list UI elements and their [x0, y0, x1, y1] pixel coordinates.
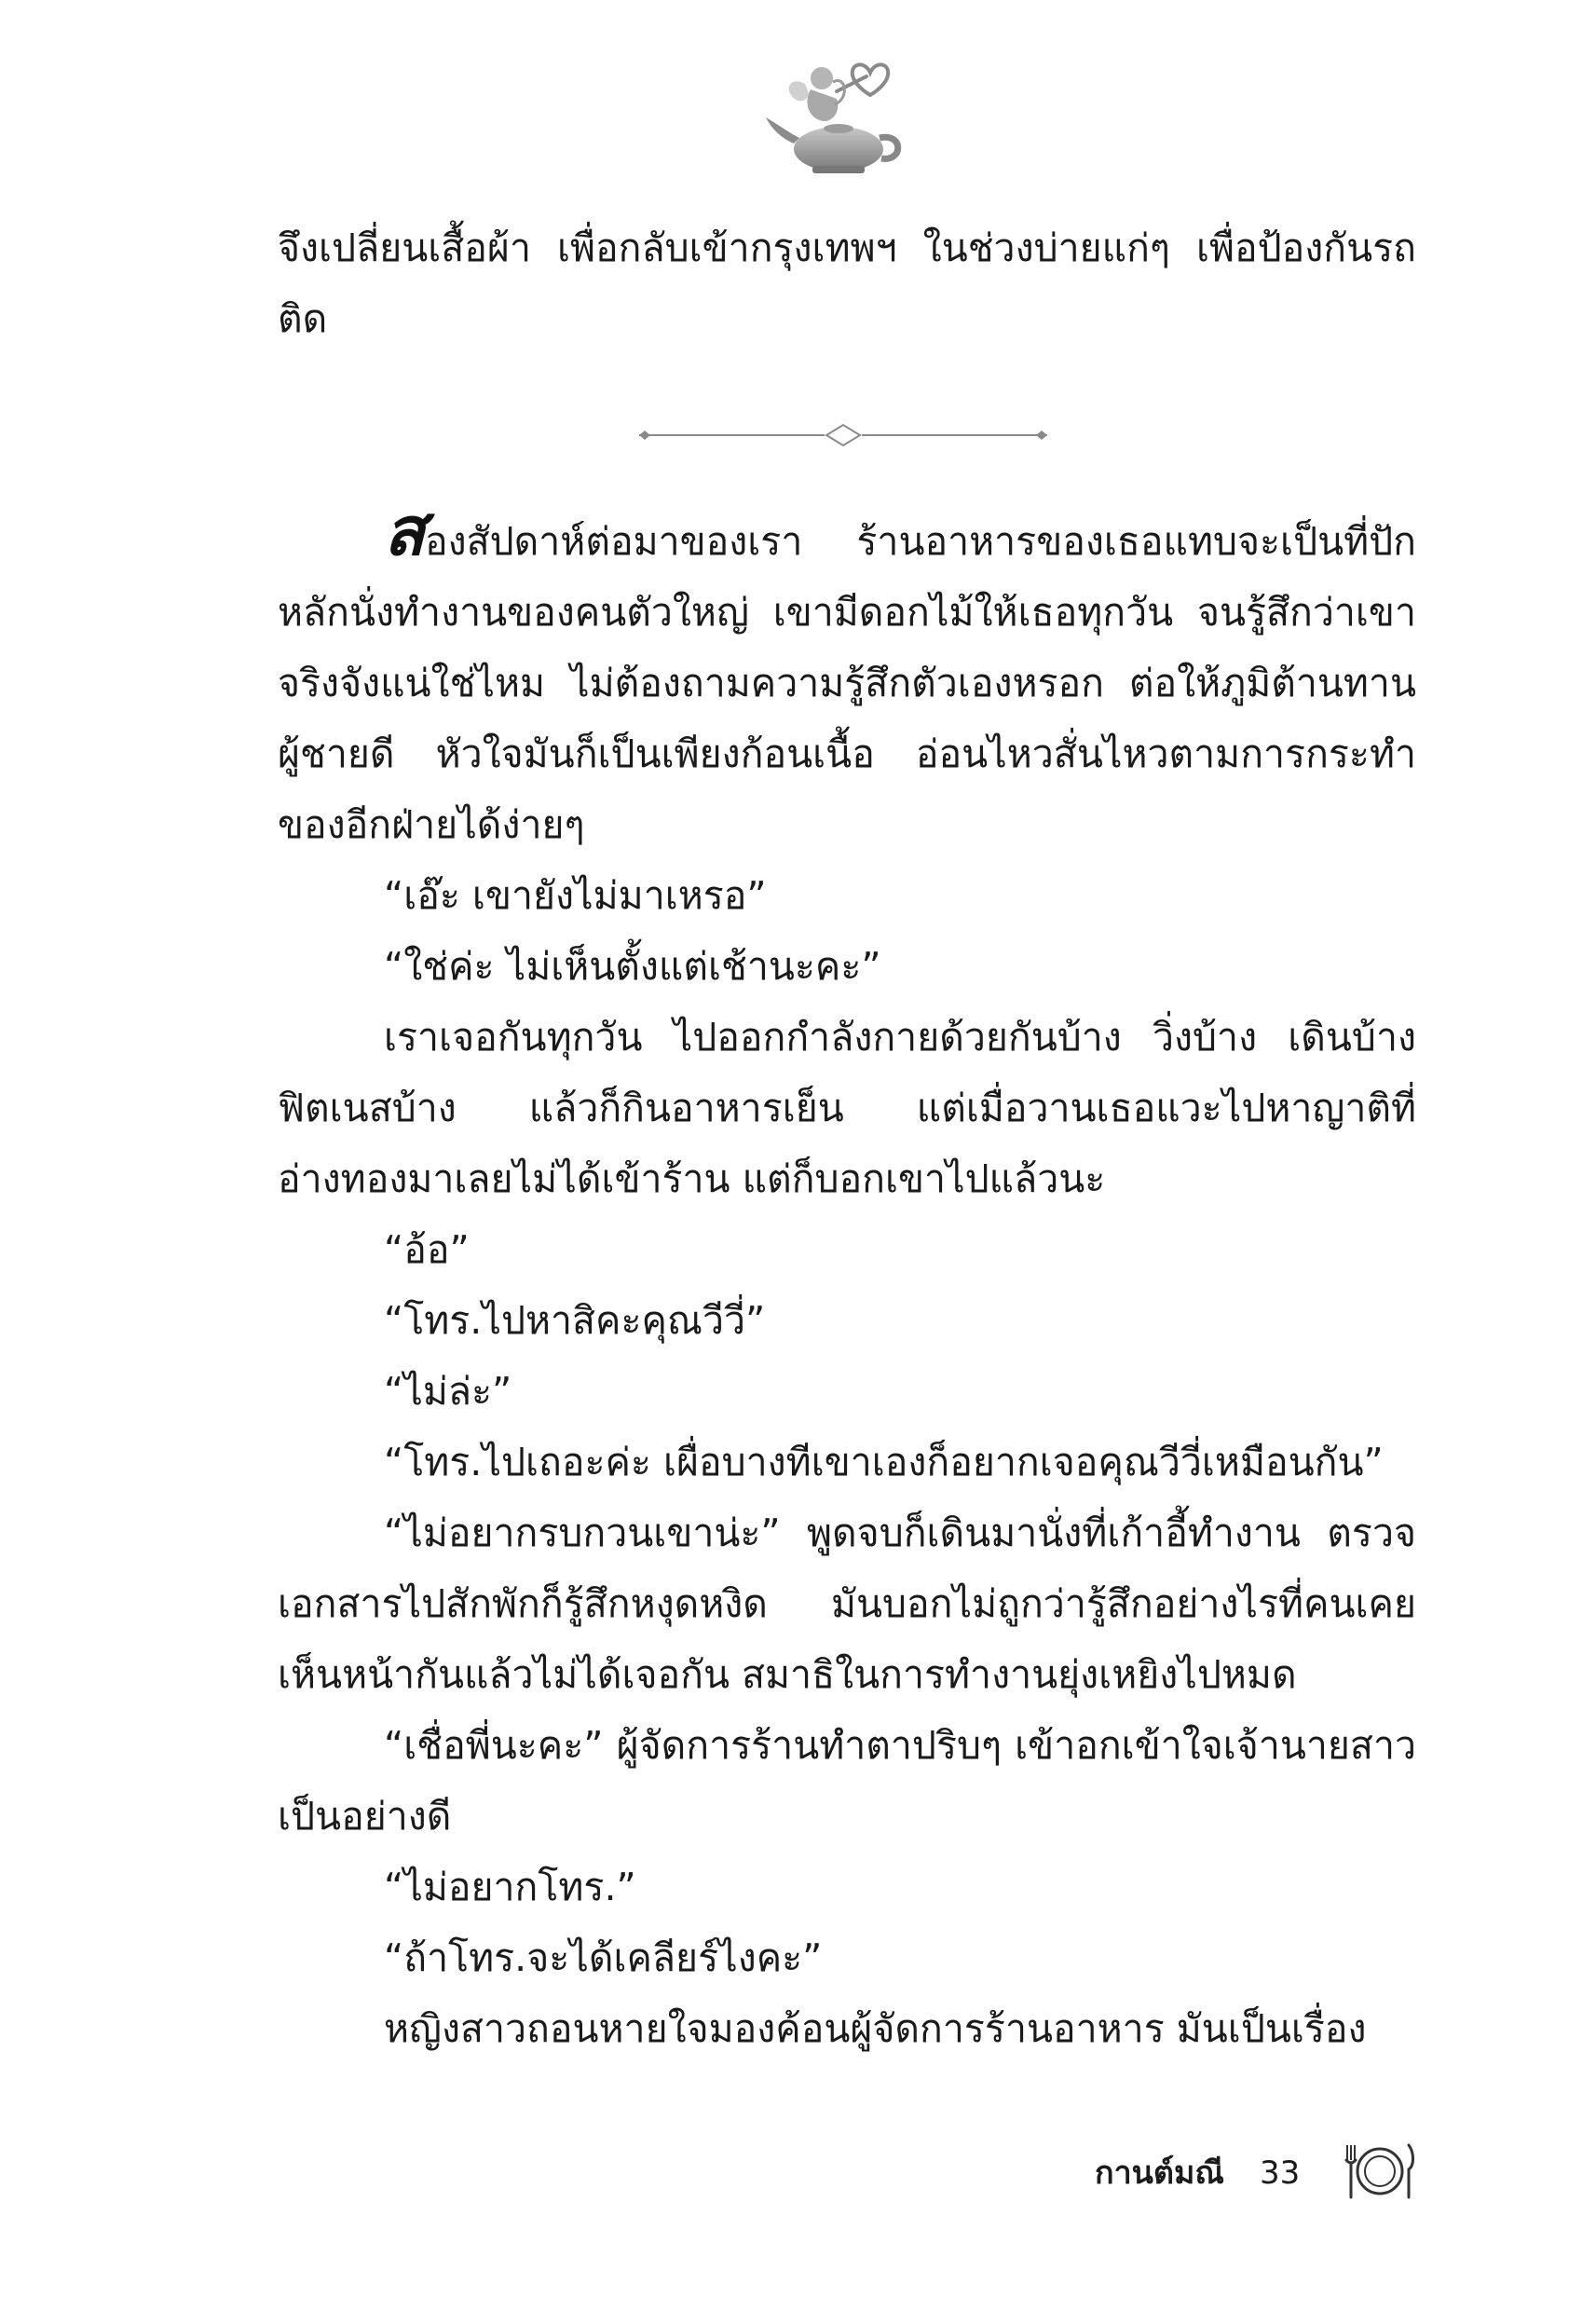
- dialog-line: “ถ้าโทร.จะได้เคลียร์ไงคะ”: [384, 1935, 823, 1980]
- dialog-line: “เอ๊ะ เขายังไม่มาเหรอ”: [384, 873, 767, 918]
- section-paragraph-1: [278, 492, 1416, 860]
- cupid-teapot-icon: [757, 47, 913, 186]
- section-body: [278, 492, 1416, 2064]
- paragraph: เราเจอกันทุกวัน ไปออกกำลังกายด้วยกันบ้าง วิ่งบ้าง เดินบ้าง ฟิตเนสบ้าง แล้วก็กินอาหารเย็น แต่เมื่อวานเธอแวะไปหาญาติที่อ่างทองมาเลยไม่ได้เข้าร้าน แต่ก็บอกเขาไปแล้วนะ: [278, 1015, 1416, 1201]
- dialog-line: “ใช่ค่ะ ไม่เห็นตั้งแต่เช้านะคะ”: [384, 944, 881, 989]
- footer-book-title: กานต์มณี: [1095, 2154, 1224, 2192]
- dialog-line: “โทร.ไปหาสิคะคุณวีวี่”: [384, 1298, 766, 1343]
- ornament-divider: [634, 421, 1053, 449]
- paragraph: “ไม่อยากรบกวนเขาน่ะ” พูดจบก็เดินมานั่งที่เก้าอี้ทำงาน ตรวจเอกสารไปสักพักก็รู้สึกหงุดหงิด มันบอกไม่ถูกว่ารู้สึกอย่างไรที่คนเคยเห็นหน้ากันแล้วไม่ได้เจอกัน สมาธิในการทำงานยุ่งเหยิงไปหมด: [278, 1511, 1416, 1697]
- plate-fork-knife-icon: [1342, 2140, 1418, 2201]
- page-number: 33: [1260, 2154, 1301, 2192]
- dialog-line: “ไม่อยากโทร.”: [384, 1865, 636, 1909]
- paragraph-text: องสัปดาห์ต่อมาของเรา ร้านอาหารของเธอแทบจะเป็นที่ปักหลักนั่งทำงานของคนตัวใหญ่ เขามีดอกไม้ให้เธอทุกวัน จนรู้สึกว่าเขาจริงจังแน่ใช่ไหม ไม่ต้องถามความรู้สึกตัวเองหรอก ต่อให้ภูมิต้านทานผู้ชายดี หัวใจมันก็เป็นเพียงก้อนเนื้อ อ่อนไหวสั่นไหวตามการกระทำของอีกฝ่ายได้ง่ายๆ: [278, 519, 1416, 847]
- paragraph: “เชื่อพี่นะคะ” ผู้จัดการร้านทำตาปริบๆ เข้าอกเข้าใจเจ้านายสาวเป็นอย่างดี: [278, 1723, 1416, 1839]
- dialog-line: “อ้อ”: [384, 1227, 470, 1272]
- drop-cap: ส: [384, 492, 425, 570]
- paragraph: หญิงสาวถอนหายใจมองค้อนผู้จัดการร้านอาหาร มันเป็นเรื่อง: [384, 2006, 1367, 2051]
- dialog-line: “ไม่ล่ะ”: [384, 1369, 512, 1414]
- intro-paragraph: จึงเปลี่ยนเสื้อผ้า เพื่อกลับเข้ากรุงเทพฯ ในช่วงบ่ายแก่ๆ เพื่อป้องกันรถติด: [278, 226, 1416, 341]
- dialog-line: “โทร.ไปเถอะค่ะ เผื่อบางทีเขาเองก็อยากเจอคุณวีวี่เหมือนกัน”: [384, 1440, 1384, 1484]
- intro-text: [278, 212, 1416, 354]
